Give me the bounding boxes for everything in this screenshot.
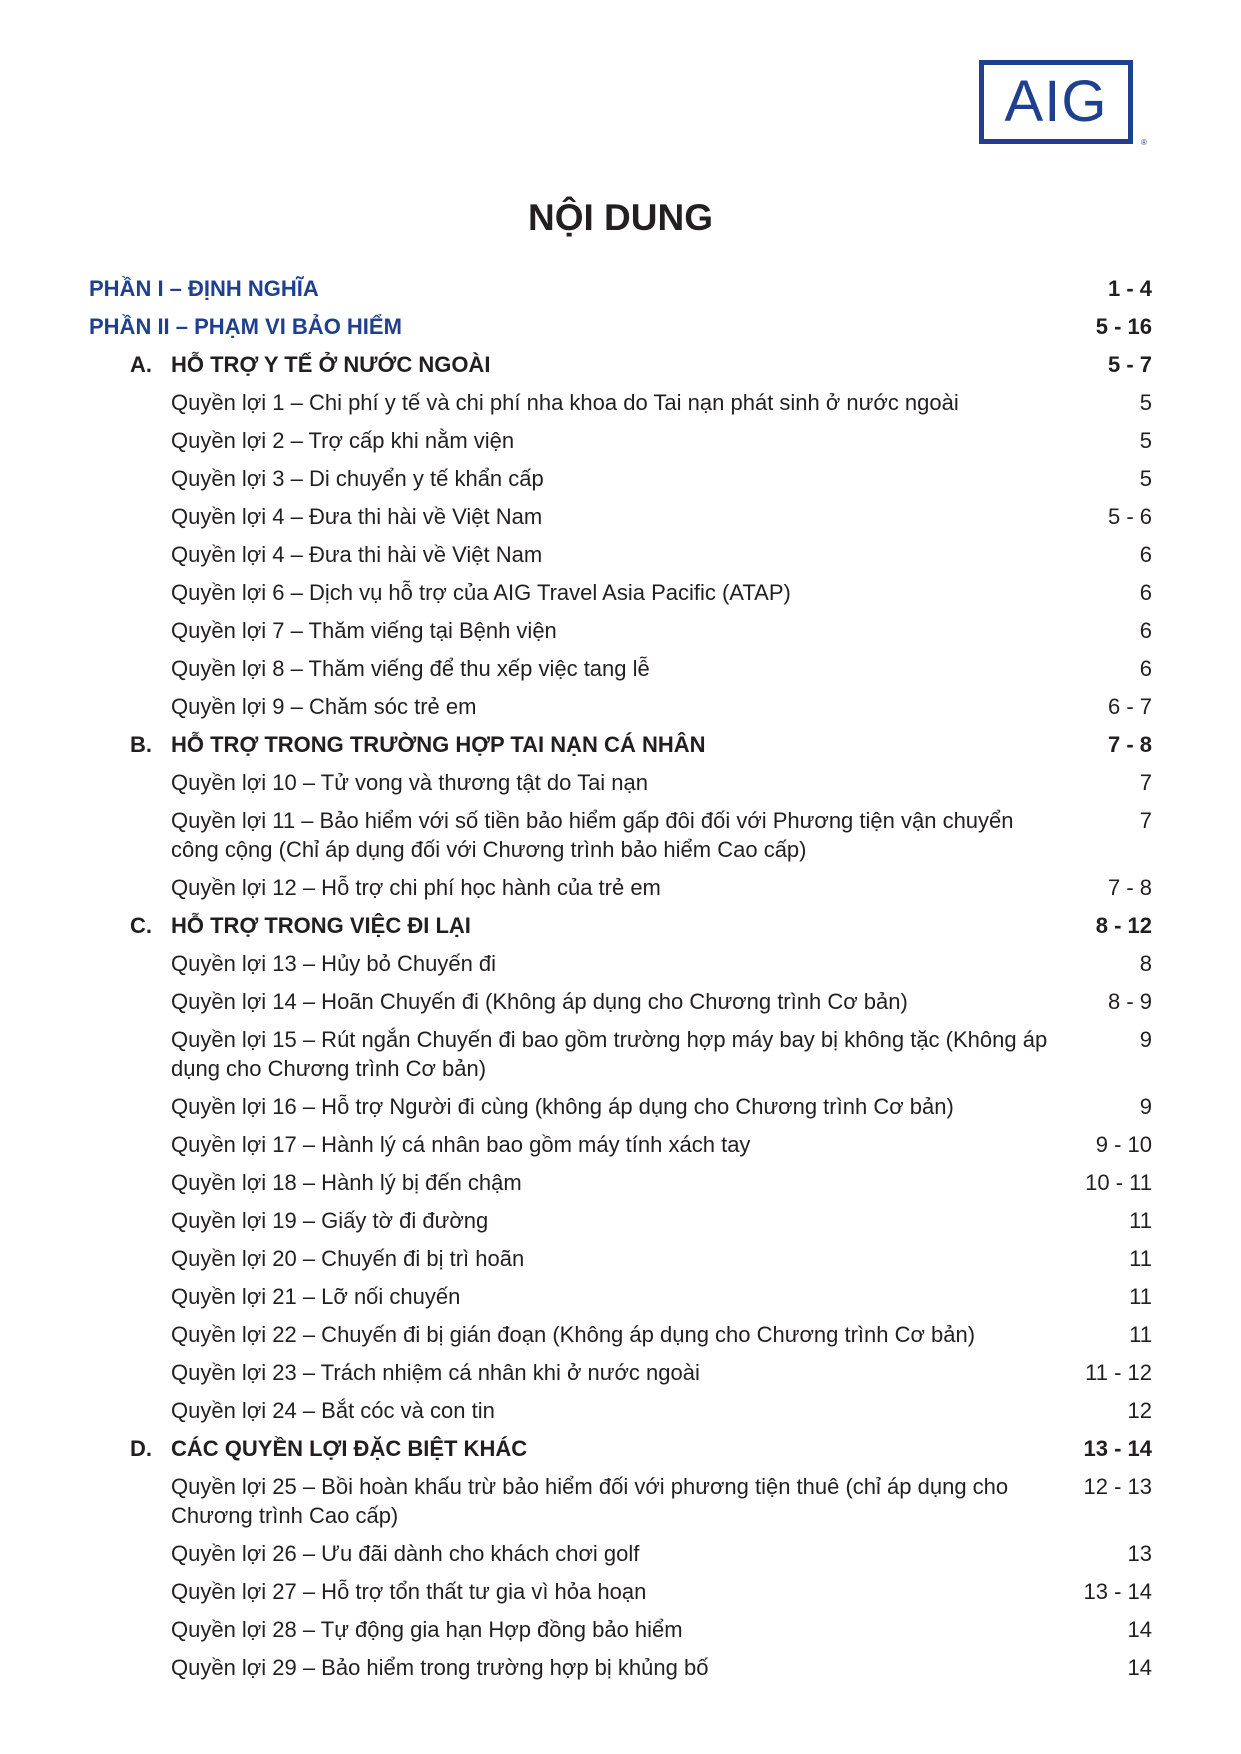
toc-section[interactable] [89,1434,1152,1463]
toc-item[interactable] [89,1358,1152,1387]
toc-item-label: Quyền lợi 4 – Đưa thi hài về Việt Nam [171,504,543,529]
toc-item-page: 7 [1139,770,1152,795]
toc-item-page: 14 [1127,1617,1152,1642]
toc-item-page: 12 [1127,1398,1152,1423]
toc-item-page: 6 [1139,580,1152,605]
toc-sections [89,350,1152,1682]
toc-item-label: Quyền lợi 10 – Tử vong và thương tật do Tai nạn [171,770,649,795]
toc-item-page: 5 [1139,428,1152,453]
toc-item[interactable] [89,692,1152,721]
toc-item-page: 10 - 11 [1085,1170,1152,1195]
toc-item[interactable] [89,616,1152,645]
toc-item[interactable] [89,464,1152,493]
toc-item[interactable] [89,1244,1152,1273]
toc-item-label: Quyền lợi 16 – Hỗ trợ Người đi cùng (không áp dụng cho Chương trình Cơ bản) [171,1094,954,1119]
toc-item[interactable] [89,873,1152,902]
toc-item[interactable] [89,949,1152,978]
toc-item-label: Quyền lợi 20 – Chuyến đi bị trì hoãn [171,1246,525,1271]
table-of-contents [89,274,1152,1691]
toc-item[interactable] [89,502,1152,531]
toc-item-label: Quyền lợi 29 – Bảo hiểm trong trường hợp bị khủng bố [171,1655,709,1680]
toc-section-page: 7 - 8 [1107,732,1152,757]
toc-item-label: Quyền lợi 26 – Ưu đãi dành cho khách chơi golf [171,1541,640,1566]
toc-item-page: 6 [1139,542,1152,567]
toc-section-letter: C. [130,913,152,938]
registered-mark: ® [1141,138,1147,147]
toc-item-page: 5 [1139,390,1152,415]
toc-section-letter: A. [130,352,152,377]
toc-section-letter: B. [130,732,152,757]
toc-item-label: Quyền lợi 27 – Hỗ trợ tổn thất tư gia vì hỏa hoạn [171,1579,647,1604]
toc-item-page: 9 [1139,1027,1152,1052]
toc-item[interactable] [89,1615,1152,1644]
toc-section[interactable] [89,911,1152,940]
toc-item-page: 7 [1139,808,1152,833]
toc-item-page: 13 [1127,1541,1152,1566]
toc-section-label: HỖ TRỢ Y TẾ Ở NƯỚC NGOÀI [171,352,491,377]
toc-item-page: 14 [1127,1655,1152,1680]
toc-item-page: 11 [1129,1208,1152,1233]
toc-item-page: 9 - 10 [1095,1132,1152,1157]
toc-item-page: 13 - 14 [1083,1579,1152,1604]
toc-item[interactable] [89,1539,1152,1568]
toc-item-page: 11 [1129,1284,1152,1309]
toc-item-label: Quyền lợi 19 – Giấy tờ đi đường [171,1208,489,1233]
toc-item[interactable] [89,654,1152,683]
toc-item-label: Quyền lợi 25 – Bồi hoàn khấu trừ bảo hiểm đối với phương tiện thuê (chỉ áp dụng cho Chương trình Cao cấp) [171,1474,1009,1528]
toc-item[interactable] [89,1396,1152,1425]
toc-item-page: 8 - 9 [1107,989,1152,1014]
toc-item-page: 11 - 12 [1085,1360,1152,1385]
aig-logo [979,60,1133,144]
toc-item[interactable] [89,1092,1152,1121]
toc-part-page: 5 - 16 [1095,314,1152,339]
toc-item-label: Quyền lợi 28 – Tự động gia hạn Hợp đồng bảo hiểm [171,1617,683,1642]
toc-item[interactable] [89,578,1152,607]
toc-item-label: Quyền lợi 15 – Rút ngắn Chuyến đi bao gồm trường hợp máy bay bị không tặc (Không áp dụng cho Chương trình Cơ bản) [171,1027,1048,1081]
toc-item[interactable] [89,768,1152,797]
toc-item-label: Quyền lợi 12 – Hỗ trợ chi phí học hành của trẻ em [171,875,661,900]
toc-part[interactable] [89,274,1152,303]
toc-section-letter: D. [130,1436,152,1461]
toc-item-label: Quyền lợi 21 – Lỡ nối chuyến [171,1284,461,1309]
toc-item-page: 12 - 13 [1083,1474,1152,1499]
toc-part-label: PHẦN II – PHẠM VI BẢO HIỂM [89,314,402,339]
toc-section[interactable] [89,350,1152,379]
toc-item[interactable] [89,1472,1152,1530]
toc-item[interactable] [89,1025,1152,1083]
toc-item-label: Quyền lợi 24 – Bắt cóc và con tin [171,1398,495,1423]
toc-item[interactable] [89,987,1152,1016]
toc-item-label: Quyền lợi 4 – Đưa thi hài về Việt Nam [171,542,543,567]
toc-item-label: Quyền lợi 18 – Hành lý bị đến chậm [171,1170,522,1195]
toc-item[interactable] [89,1320,1152,1349]
toc-item-label: Quyền lợi 2 – Trợ cấp khi nằm viện [171,428,515,453]
toc-part[interactable] [89,312,1152,341]
toc-part-label: PHẦN I – ĐỊNH NGHĨA [89,276,319,301]
logo-text: AIG [1004,69,1108,134]
toc-part-page: 1 - 4 [1107,276,1152,301]
toc-item-label: Quyền lợi 11 – Bảo hiểm với số tiền bảo hiểm gấp đôi đối với Phương tiện vận chuyển công cộng (Chỉ áp dụng đối với Chương trình bảo hiểm Cao cấp) [171,808,1014,862]
toc-item-page: 11 [1129,1322,1152,1347]
toc-section-label: CÁC QUYỀN LỢI ĐẶC BIỆT KHÁC [171,1436,528,1461]
toc-item-label: Quyền lợi 1 – Chi phí y tế và chi phí nha khoa do Tai nạn phát sinh ở nước ngoài [171,390,959,415]
toc-item[interactable] [89,1168,1152,1197]
toc-item-label: Quyền lợi 9 – Chăm sóc trẻ em [171,694,477,719]
toc-item-page: 11 [1129,1246,1152,1271]
toc-item[interactable] [89,1206,1152,1235]
toc-item-page: 6 - 7 [1107,694,1152,719]
toc-item-label: Quyền lợi 23 – Trách nhiệm cá nhân khi ở nước ngoài [171,1360,700,1385]
toc-item-label: Quyền lợi 13 – Hủy bỏ Chuyến đi [171,951,497,976]
toc-item-label: Quyền lợi 22 – Chuyến đi bị gián đoạn (Không áp dụng cho Chương trình Cơ bản) [171,1322,976,1347]
toc-item-label: Quyền lợi 14 – Hoãn Chuyến đi (Không áp dụng cho Chương trình Cơ bản) [171,989,908,1014]
toc-section-label: HỖ TRỢ TRONG VIỆC ĐI LẠI [171,913,471,938]
toc-item-label: Quyền lợi 17 – Hành lý cá nhân bao gồm máy tính xách tay [171,1132,751,1157]
toc-item-page: 5 - 6 [1107,504,1152,529]
toc-item[interactable] [89,806,1152,864]
toc-item[interactable] [89,1282,1152,1311]
toc-item-label: Quyền lợi 3 – Di chuyển y tế khẩn cấp [171,466,544,491]
toc-item-label: Quyền lợi 7 – Thăm viếng tại Bệnh viện [171,618,557,643]
toc-section-label: HỖ TRỢ TRONG TRƯỜNG HỢP TAI NẠN CÁ NHÂN [171,732,706,757]
page-title: NỘI DUNG [528,197,713,238]
toc-section[interactable] [89,730,1152,759]
toc-item[interactable] [89,426,1152,455]
toc-item-label: Quyền lợi 8 – Thăm viếng để thu xếp việc tang lễ [171,656,650,681]
toc-item-page: 6 [1139,656,1152,681]
toc-item[interactable] [89,540,1152,569]
toc-item[interactable] [89,388,1152,417]
toc-section-page: 5 - 7 [1107,352,1152,377]
toc-section-page: 8 - 12 [1095,913,1152,938]
toc-item-page: 8 [1139,951,1152,976]
toc-item[interactable] [89,1130,1152,1159]
toc-item-page: 6 [1139,618,1152,643]
toc-item-page: 7 - 8 [1107,875,1152,900]
toc-item[interactable] [89,1577,1152,1606]
toc-item-label: Quyền lợi 6 – Dịch vụ hỗ trợ của AIG Travel Asia Pacific (ATAP) [171,580,791,605]
toc-item-page: 5 [1139,466,1152,491]
toc-item-page: 9 [1139,1094,1152,1119]
toc-item[interactable] [89,1653,1152,1682]
toc-section-page: 13 - 14 [1083,1436,1152,1461]
